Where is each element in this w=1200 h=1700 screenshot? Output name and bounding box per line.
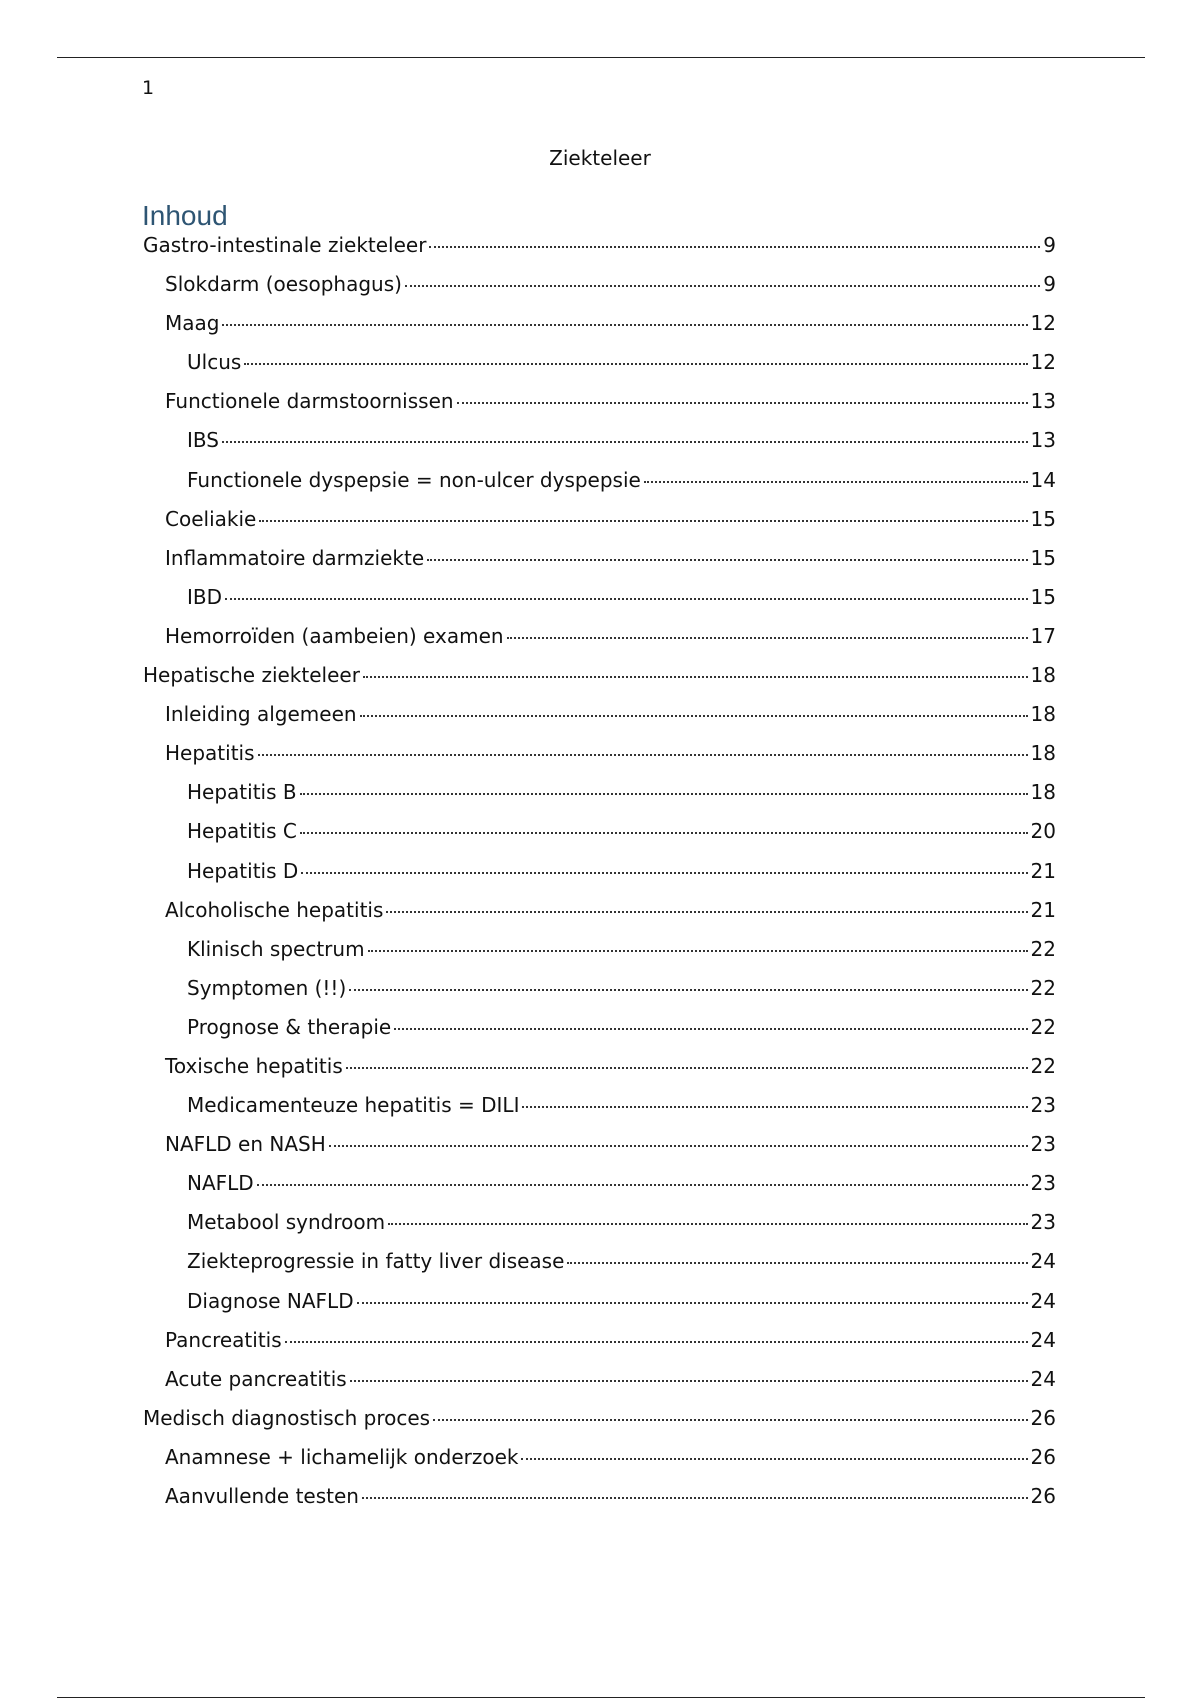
toc-entry-title: Hepatische ziekteleer [143, 663, 360, 688]
toc-entry[interactable] [143, 1014, 1056, 1053]
toc-entry-page-number: 26 [1030, 1405, 1056, 1430]
toc-entry-page-number: 23 [1030, 1093, 1056, 1118]
toc-entry-title: Hepatitis C [187, 819, 297, 844]
toc-dot-leader [360, 715, 1028, 717]
toc-entry-title: Medicamenteuze hepatitis = DILI [187, 1093, 520, 1118]
toc-entry-title: Acute pancreatitis [165, 1366, 347, 1391]
toc-entry[interactable] [143, 623, 1056, 662]
toc-dot-leader [567, 1262, 1027, 1264]
toc-entry-title: Pancreatitis [165, 1327, 282, 1352]
toc-dot-leader [386, 911, 1027, 913]
toc-entry-page-number: 24 [1030, 1366, 1056, 1391]
toc-entry-page-number: 22 [1030, 936, 1056, 961]
toc-heading: Inhoud [142, 200, 228, 231]
toc-dot-leader [427, 559, 1027, 561]
toc-entry-title: Hepatitis B [187, 780, 297, 805]
toc-entry-title: Inflammatoire darmziekte [165, 545, 425, 570]
toc-entry[interactable] [143, 818, 1056, 857]
toc-entry[interactable] [143, 1053, 1056, 1092]
page-top-rule [57, 57, 1145, 58]
toc-dot-leader [258, 754, 1028, 756]
toc-entry-title: Ulcus [187, 350, 242, 375]
toc-dot-leader [405, 285, 1040, 287]
toc-entry[interactable] [143, 232, 1056, 271]
toc-entry-page-number: 18 [1030, 741, 1056, 766]
toc-entry[interactable] [143, 1131, 1056, 1170]
toc-entry-title: Maag [165, 311, 220, 336]
toc-entry-page-number: 18 [1030, 663, 1056, 688]
toc-entry[interactable] [143, 310, 1056, 349]
toc-dot-leader [363, 676, 1028, 678]
toc-entry[interactable] [143, 897, 1056, 936]
toc-entry-title: Inleiding algemeen [165, 702, 357, 727]
toc-dot-leader [244, 363, 1027, 365]
toc-dot-leader [644, 481, 1028, 483]
toc-entry[interactable] [143, 349, 1056, 388]
toc-dot-leader [300, 832, 1028, 834]
toc-entry[interactable] [143, 858, 1056, 897]
toc-entry[interactable] [143, 1405, 1056, 1444]
toc-entry-page-number: 23 [1030, 1210, 1056, 1235]
toc-entry-title: Slokdarm (oesophagus) [165, 272, 402, 297]
toc-dot-leader [522, 1106, 1027, 1108]
toc-entry[interactable] [143, 1366, 1056, 1405]
page-number: 1 [142, 77, 155, 99]
toc-entry-page-number: 23 [1030, 1132, 1056, 1157]
toc-entry[interactable] [143, 662, 1056, 701]
toc-entry[interactable] [143, 427, 1056, 466]
toc-dot-leader [429, 246, 1040, 248]
toc-entry-page-number: 15 [1030, 506, 1056, 531]
toc-dot-leader [222, 324, 1027, 326]
toc-dot-leader [222, 441, 1028, 443]
toc-dot-leader [394, 1028, 1027, 1030]
toc-entry[interactable] [143, 975, 1056, 1014]
toc-dot-leader [259, 520, 1027, 522]
table-of-contents [143, 232, 1056, 1522]
toc-entry-page-number: 26 [1030, 1484, 1056, 1508]
toc-entry-title: Hepatitis D [187, 858, 299, 883]
toc-entry-title: IBS [187, 428, 219, 453]
toc-entry-title: Metabool syndroom [187, 1210, 386, 1235]
toc-entry[interactable] [143, 584, 1056, 623]
toc-dot-leader [350, 1380, 1028, 1382]
toc-dot-leader [457, 402, 1028, 404]
toc-entry-page-number: 24 [1030, 1327, 1056, 1352]
toc-entry-title: IBD [187, 584, 223, 609]
toc-entry-page-number: 26 [1030, 1444, 1056, 1469]
toc-entry-page-number: 9 [1043, 233, 1056, 257]
toc-entry-page-number: 15 [1030, 584, 1056, 609]
toc-entry-title: Alcoholische hepatitis [165, 897, 384, 922]
toc-entry-page-number: 17 [1030, 623, 1056, 648]
toc-entry-page-number: 15 [1030, 545, 1056, 570]
toc-entry-page-number: 22 [1030, 975, 1056, 1000]
toc-dot-leader [346, 1067, 1028, 1069]
toc-entry-page-number: 24 [1030, 1288, 1056, 1313]
toc-entry-title: Anamnese + lichamelijk onderzoek [165, 1444, 519, 1469]
toc-entry-title: Functionele darmstoornissen [165, 389, 454, 414]
toc-entry[interactable] [143, 1327, 1056, 1366]
toc-entry[interactable] [143, 1288, 1056, 1327]
toc-dot-leader [388, 1223, 1027, 1225]
toc-entry-page-number: 12 [1030, 350, 1056, 375]
toc-entry[interactable] [143, 467, 1056, 506]
toc-entry-title: Medisch diagnostisch proces [143, 1405, 431, 1430]
toc-dot-leader [433, 1419, 1027, 1421]
toc-entry[interactable] [143, 1483, 1056, 1522]
toc-dot-leader [507, 637, 1028, 639]
toc-entry[interactable] [143, 388, 1056, 427]
toc-entry-title: Symptomen (!!) [187, 975, 347, 1000]
toc-entry-title: Coeliakie [165, 506, 257, 531]
toc-entry-title: Gastro-intestinale ziekteleer [143, 233, 427, 257]
toc-dot-leader [301, 872, 1027, 874]
toc-dot-leader [349, 989, 1027, 991]
toc-entry-page-number: 18 [1030, 780, 1056, 805]
toc-entry[interactable] [143, 271, 1056, 310]
toc-dot-leader [257, 1184, 1028, 1186]
toc-entry-page-number: 12 [1030, 311, 1056, 336]
toc-entry-page-number: 22 [1030, 1053, 1056, 1078]
document-title: Ziekteleer [549, 146, 651, 170]
toc-entry[interactable] [143, 1444, 1056, 1483]
toc-entry-page-number: 22 [1030, 1014, 1056, 1039]
toc-entry[interactable] [143, 1092, 1056, 1131]
toc-entry-title: Toxische hepatitis [165, 1053, 343, 1078]
toc-entry-page-number: 14 [1030, 467, 1056, 492]
toc-entry-title: Hepatitis [165, 741, 255, 766]
toc-entry-title: Prognose & therapie [187, 1014, 392, 1039]
toc-entry-title: Ziekteprogressie in fatty liver disease [187, 1249, 565, 1274]
toc-dot-leader [225, 598, 1028, 600]
toc-entry[interactable] [143, 779, 1056, 818]
toc-entry-page-number: 13 [1030, 428, 1056, 453]
toc-dot-leader [362, 1497, 1028, 1499]
toc-dot-leader [357, 1302, 1028, 1304]
toc-entry[interactable] [143, 545, 1056, 584]
toc-entry[interactable] [143, 936, 1056, 975]
toc-entry-title: Klinisch spectrum [187, 936, 365, 961]
toc-entry[interactable] [143, 701, 1056, 740]
toc-dot-leader [285, 1341, 1028, 1343]
toc-entry[interactable] [143, 740, 1056, 779]
toc-entry-page-number: 13 [1030, 389, 1056, 414]
toc-entry-title: Aanvullende testen [165, 1484, 359, 1508]
toc-entry-page-number: 24 [1030, 1249, 1056, 1274]
toc-dot-leader [521, 1458, 1027, 1460]
toc-entry-title: Functionele dyspepsie = non-ulcer dyspepsie [187, 467, 641, 492]
page-bottom-rule [57, 1697, 1145, 1698]
toc-entry[interactable] [143, 1209, 1056, 1248]
toc-entry-page-number: 21 [1030, 858, 1056, 883]
toc-entry-page-number: 21 [1030, 897, 1056, 922]
toc-entry-title: Diagnose NAFLD [187, 1288, 354, 1313]
toc-entry-title: Hemorroïden (aambeien) examen [165, 623, 504, 648]
toc-entry[interactable] [143, 1170, 1056, 1209]
toc-dot-leader [329, 1145, 1028, 1147]
toc-entry[interactable] [143, 506, 1056, 545]
toc-entry-page-number: 23 [1030, 1171, 1056, 1196]
toc-entry-page-number: 20 [1030, 819, 1056, 844]
toc-entry-page-number: 9 [1043, 272, 1056, 297]
toc-entry-title: NAFLD en NASH [165, 1132, 326, 1157]
toc-entry[interactable] [143, 1248, 1056, 1287]
toc-entry-page-number: 18 [1030, 702, 1056, 727]
toc-entry-title: NAFLD [187, 1171, 254, 1196]
toc-dot-leader [368, 950, 1028, 952]
toc-dot-leader [300, 793, 1028, 795]
